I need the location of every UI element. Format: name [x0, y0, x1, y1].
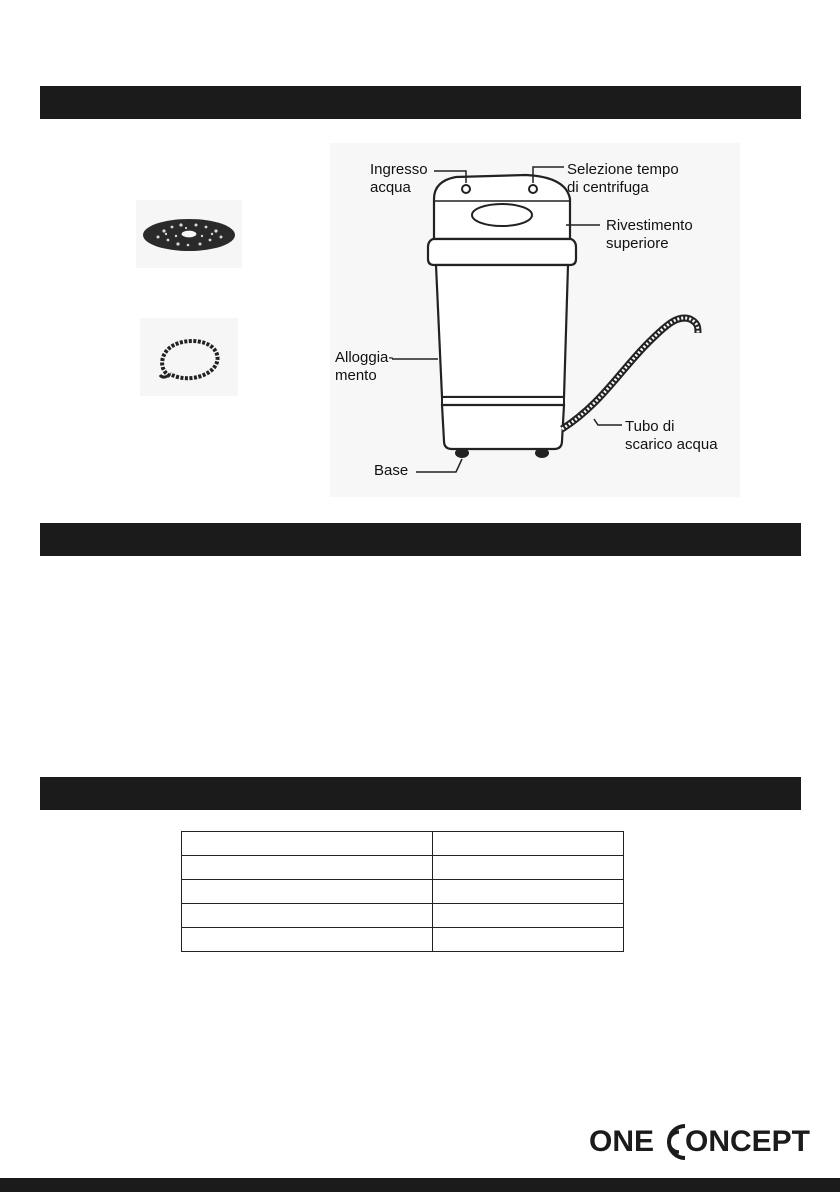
label-housing-line2: mento [335, 367, 377, 384]
logo-text-right: ONCEPT [685, 1125, 811, 1158]
table-cell [433, 904, 624, 928]
ring-image [140, 318, 238, 396]
table-row [182, 832, 624, 856]
filter-disc-icon [136, 200, 242, 268]
table-cell [182, 832, 433, 856]
product-diagram [330, 143, 740, 497]
spec-table [181, 831, 624, 952]
logo-text-left: ONE [589, 1125, 655, 1158]
label-top-cover-line1: Rivestimento [606, 217, 693, 234]
table-cell [182, 856, 433, 880]
label-water-inlet-line2: acqua [370, 179, 411, 196]
table-row [182, 880, 624, 904]
filter-disc-image [136, 200, 242, 268]
label-housing [335, 349, 393, 385]
table-cell [433, 856, 624, 880]
table-row [182, 904, 624, 928]
label-base [374, 462, 408, 480]
label-top-cover [606, 217, 693, 253]
table-cell [182, 904, 433, 928]
label-drain-hose-line2: scarico acqua [625, 436, 718, 453]
label-top-cover-line2: superiore [606, 235, 669, 252]
label-water-inlet [370, 161, 428, 197]
table-cell [433, 880, 624, 904]
label-water-inlet-line1: Ingresso [370, 161, 428, 178]
table-cell [182, 928, 433, 952]
ring-icon [140, 318, 238, 396]
section-header-bar-1 [40, 86, 801, 119]
section-header-bar-2 [40, 523, 801, 556]
label-spin-timer-line1: Selezione tempo [567, 161, 679, 178]
label-drain-hose-line1: Tubo di [625, 418, 675, 435]
label-housing-line1: Alloggia- [335, 349, 394, 366]
table-cell [182, 880, 433, 904]
label-spin-timer [567, 161, 679, 197]
label-drain-hose [625, 418, 718, 454]
table-row [182, 928, 624, 952]
table-cell [433, 928, 624, 952]
label-base-line1: Base [374, 462, 409, 479]
table-cell [433, 832, 624, 856]
table-row [182, 856, 624, 880]
section-header-bar-3 [40, 777, 801, 810]
brand-logo [589, 1120, 811, 1164]
label-spin-timer-line2: di centrifuga [567, 179, 649, 196]
footer-bar [0, 1178, 840, 1192]
